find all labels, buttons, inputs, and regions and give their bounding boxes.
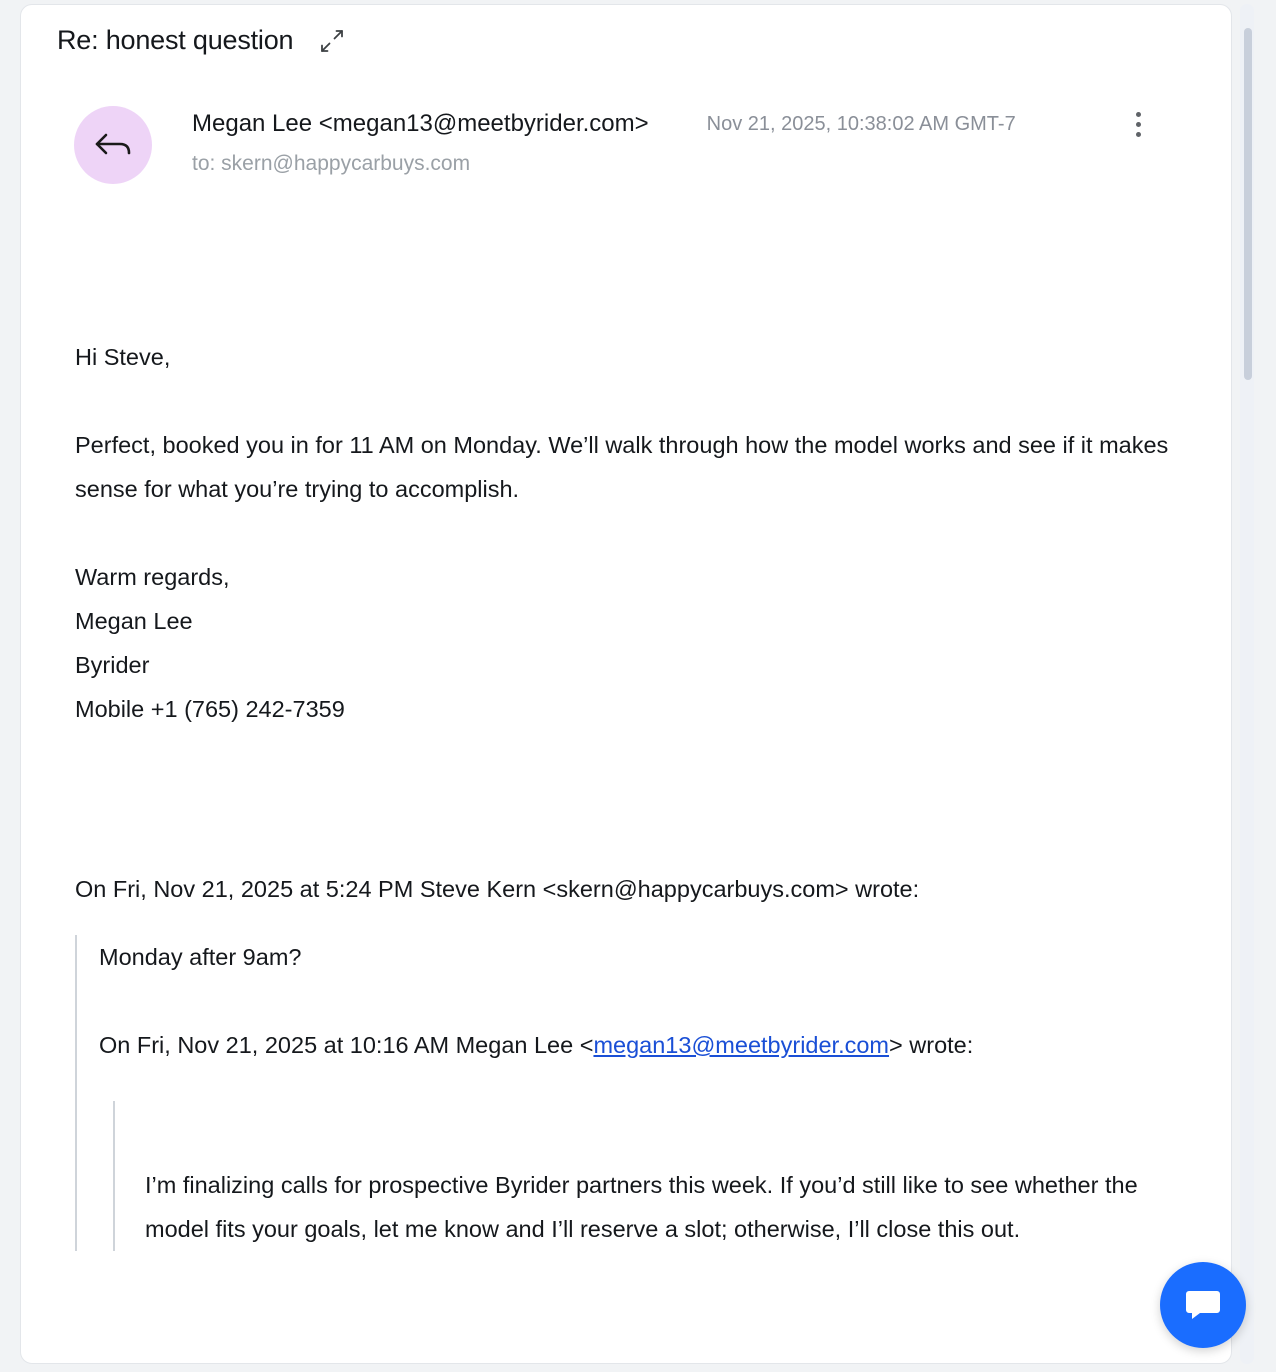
quote-attribution: On Fri, Nov 21, 2025 at 5:24 PM Steve Kern <skern@happycarbuys.com> wrote: xyxy=(75,876,920,902)
quote1-text: Monday after 9am? xyxy=(99,944,302,970)
sender-name: Megan Lee <megan13@meetbyrider.com> xyxy=(192,110,649,137)
avatar xyxy=(74,106,152,184)
kebab-menu-icon[interactable] xyxy=(1125,112,1151,142)
signature-phone: Mobile +1 (765) 242-7359 xyxy=(75,696,345,722)
page-title: Re: honest question xyxy=(57,25,294,55)
body-paragraph: Perfect, booked you in for 11 AM on Monday. We’ll walk through how the model works and see if it makes sense for what you’re trying to accomplish. xyxy=(75,432,1169,502)
chat-bubble-icon xyxy=(1182,1282,1224,1329)
sender-block xyxy=(55,98,1197,198)
subject-row xyxy=(57,25,345,56)
email-card xyxy=(20,4,1232,1364)
quoted-message-level-2 xyxy=(113,1101,1191,1251)
scrollbar-thumb[interactable] xyxy=(1244,28,1252,380)
signature-company: Byrider xyxy=(75,652,150,678)
quote1-attribution-suffix: > wrote: xyxy=(889,1032,974,1058)
sender-email-link[interactable]: megan13@meetbyrider.com xyxy=(593,1032,890,1058)
chat-launcher-button[interactable] xyxy=(1160,1262,1246,1348)
timestamp: Nov 21, 2025, 10:38:02 AM GMT-7 xyxy=(706,112,1016,135)
quoted-message-level-1 xyxy=(75,935,1191,1251)
reply-arrow-icon xyxy=(93,128,133,162)
body-signoff: Warm regards, xyxy=(75,564,230,590)
quote1-attribution-prefix: On Fri, Nov 21, 2025 at 10:16 AM Megan Lee < xyxy=(99,1032,594,1058)
signature-name: Megan Lee xyxy=(75,608,193,634)
email-body xyxy=(75,335,1171,731)
body-greeting: Hi Steve, xyxy=(75,344,171,370)
quote2-text: I’m finalizing calls for prospective Byrider partners this week. If you’d still like to see whether the model fits your goals, let me know and I’ll reserve a slot; otherwise, I’ll close this out. xyxy=(145,1172,1138,1242)
recipient-line: to: skern@happycarbuys.com xyxy=(192,152,471,175)
quote1-attribution xyxy=(99,1023,1191,1067)
expand-diagonal-icon[interactable] xyxy=(319,28,345,54)
sender-line xyxy=(192,110,1197,138)
